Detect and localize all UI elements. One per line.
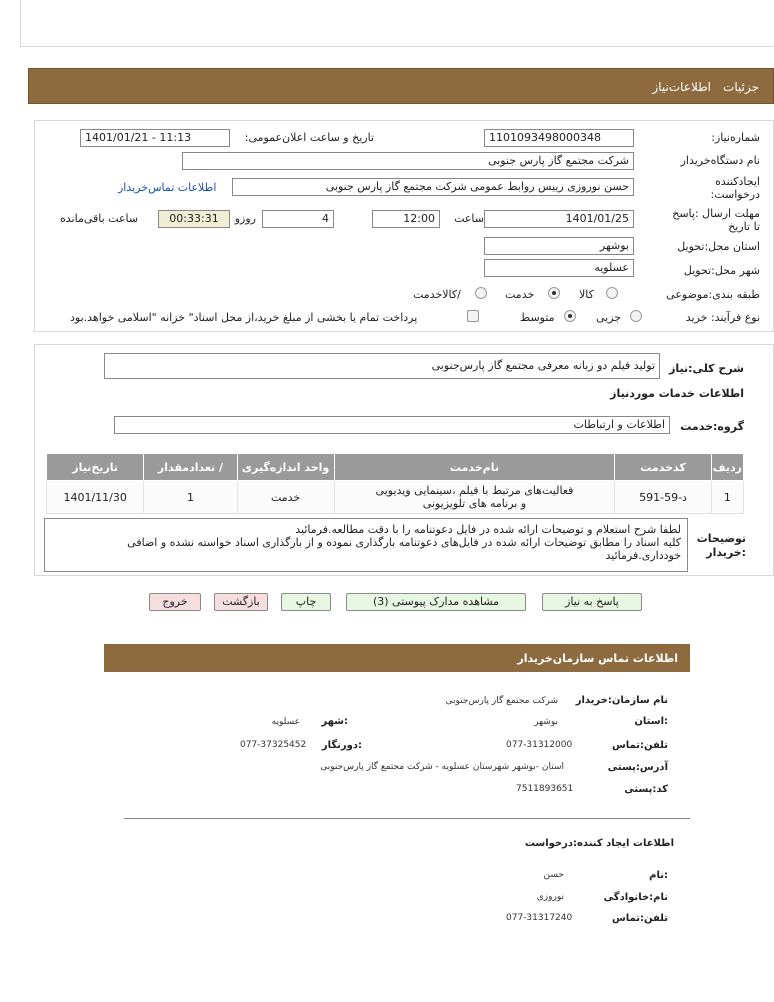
contact-postal-value: 7511893651 [516,784,574,794]
tab-bar [28,68,774,104]
creator-info-title: اطلاعات ایجاد کننده:درخواست [524,838,674,849]
buyer-notes-label-2: :خریدار [706,546,746,559]
category-goods-service-label: /کالاخدمت [413,288,461,301]
cell-row-index: 1 [711,481,743,514]
creator-name-value: حسن [543,870,564,880]
buyer-notes-label-1: توضیحات [696,532,746,545]
buyer-org-field: شرکت مجتمع گاز پارس جنوبی [182,152,634,170]
tab-details[interactable]: جزئیات [723,80,759,94]
process-medium-label: متوسط [520,311,555,324]
service-name-line-2: و برنامه های تلویزیونی [422,497,527,510]
category-label: طبقه بندی:موضوعی [666,288,760,301]
exit-button[interactable]: خروج [149,593,201,611]
buyer-contact-link[interactable]: اطلاعات تماس‌خریدار [118,181,217,194]
buyer-notes-line-3: خودداری.فرمائید [605,549,681,562]
creator-phone-value: 077-31317240 [506,913,573,923]
process-type-label: نوع فرآیند: خرید [685,311,760,324]
buyer-notes-line-2: کلیه اسناد را مطابق توضیحات ارائه شده در فایل‌های دعوتنامه بارگذاری نموده و از بارگذاری اسناد خواسته نشده و اضافی [127,536,681,549]
category-goods-label: کالا [579,288,594,301]
tab-need-info[interactable]: اطلاعات‌نیاز [652,80,711,94]
col-service-name: نام‌خدمت [334,454,615,481]
print-button[interactable]: چاپ [281,593,331,611]
buyer-contact-header-text: اطلاعات تماس سازمان‌خریدار [517,652,678,665]
deadline-time-field: 12:00 [372,210,440,228]
contact-postal-label: کد:پستی [624,784,668,795]
summary-label: شرح کلی:نیاز [669,362,744,375]
col-service-code: کدخدمت [615,454,712,481]
col-unit: واحد اندازه‌گیری [237,454,334,481]
process-medium-radio[interactable] [564,310,576,322]
days-remaining-field: 4 [262,210,334,228]
view-attachments-button[interactable]: مشاهده مدارک پیوستی (3) [346,593,526,611]
summary-field: تولید فیلم دو زبانه معرفی مجتمع گاز پارس‌جنوبی [104,353,660,379]
process-partial-radio[interactable] [630,310,642,322]
contact-phone-label: تلفن:تماس [611,740,668,751]
province-field: بوشهر [484,237,634,255]
contact-address-value: استان -بوشهر شهرستان عسلویه - شرکت مجتمع گاز پارس‌جنوبی [320,762,564,772]
contact-org-value: شرکت مجتمع گاز پارس‌جنوبی [445,696,558,706]
table-header-row [47,454,744,481]
col-row-index: ردیف [711,454,743,481]
creator-field: حسن نوروزی رییس روابط عمومی شرکت مجتمع گاز پارس جنوبی [232,178,634,196]
time-remaining-field: 00:33:31 [158,210,230,228]
need-number-label: شماره‌نیاز: [711,131,760,144]
table-row [47,481,744,514]
col-quantity: / تعدادمقدار [144,454,237,481]
process-partial-label: جزیی [596,311,622,324]
creator-label: ایجادکننده درخواست: [710,175,760,201]
days-label: روزو [234,212,256,225]
cell-unit: خدمت [237,481,334,514]
frame-line-left [20,0,21,48]
city-label: شهر محل:تحویل [683,264,760,277]
group-field: اطلاعات و ارتباطات [114,416,670,434]
announce-label: تاریخ و ساعت اعلان‌عمومی: [244,131,374,144]
services-table-wrap [46,453,744,514]
frame-line-top [20,46,774,47]
reply-button[interactable]: پاسخ به نیاز [542,593,642,611]
treasury-payment-note: پرداخت تمام یا بخشی از مبلغ خرید،از محل اسناد" خزانه "اسلامی خواهد.بود [70,311,418,324]
creator-family-value: نوروزی [536,892,564,902]
buyer-notes-line-1: لطفا شرح استعلام و توضیحات ارائه شده در فایل دعوتنامه را با دقت مطالعه.فرمائید [295,523,681,536]
category-service-radio[interactable] [548,287,560,299]
contact-phone-value: 077-31312000 [506,740,573,750]
deadline-time-label: ساعت [454,212,484,225]
cell-service-code: د-59-591 [615,481,712,514]
services-table [46,453,744,514]
category-goods-service-radio[interactable] [475,287,487,299]
contact-city-label: :شهر [321,716,348,727]
province-label: استان محل:تحویل [677,240,760,253]
buyer-contact-header [104,644,690,672]
group-label: گروه:خدمت [680,420,744,433]
contact-province-value: بوشهر [534,717,558,727]
col-need-date: تاریخ‌نیاز [47,454,144,481]
creator-family-label: نام:خانوادگی [603,892,668,903]
need-number-field: 1101093498000348 [484,129,634,147]
contact-city-value: عسلویه [271,717,300,727]
contact-divider [124,818,690,819]
cell-quantity: 1 [144,481,237,514]
contact-address-label: آدرس:پستی [607,762,668,773]
services-title: اطلاعات خدمات موردنیاز [610,387,744,400]
deadline-label: مهلت ارسال :پاسخ تا تاریخ [672,207,760,233]
contact-org-label: نام سازمان:خریدار [575,695,668,706]
contact-fax-value: 077-37325452 [240,740,307,750]
deadline-date-field: 1401/01/25 [484,210,634,228]
cell-service-name [334,481,615,514]
announce-datetime-field: 1401/01/21 - 11:13 [80,129,230,147]
buyer-org-label: نام دستگاه‌خریدار [680,154,760,167]
buyer-notes-box [44,518,688,572]
contact-fax-label: :دورنگار [321,740,362,751]
service-name-line-1: فعالیت‌های مرتبط با فیلم ،سینمایی ویدیویی [375,484,574,497]
contact-province-label: :استان [634,716,668,727]
creator-name-label: :نام [649,870,668,881]
back-button[interactable]: بازگشت [214,593,268,611]
cell-need-date: 1401/11/30 [47,481,144,514]
category-goods-radio[interactable] [606,287,618,299]
category-service-label: خدمت [505,288,535,301]
city-field: عسلویه [484,259,634,277]
creator-phone-label: تلفن:تماس [611,913,668,924]
time-remaining-label: ساعت باقی‌مانده [60,212,139,225]
treasury-payment-checkbox[interactable] [467,310,479,322]
